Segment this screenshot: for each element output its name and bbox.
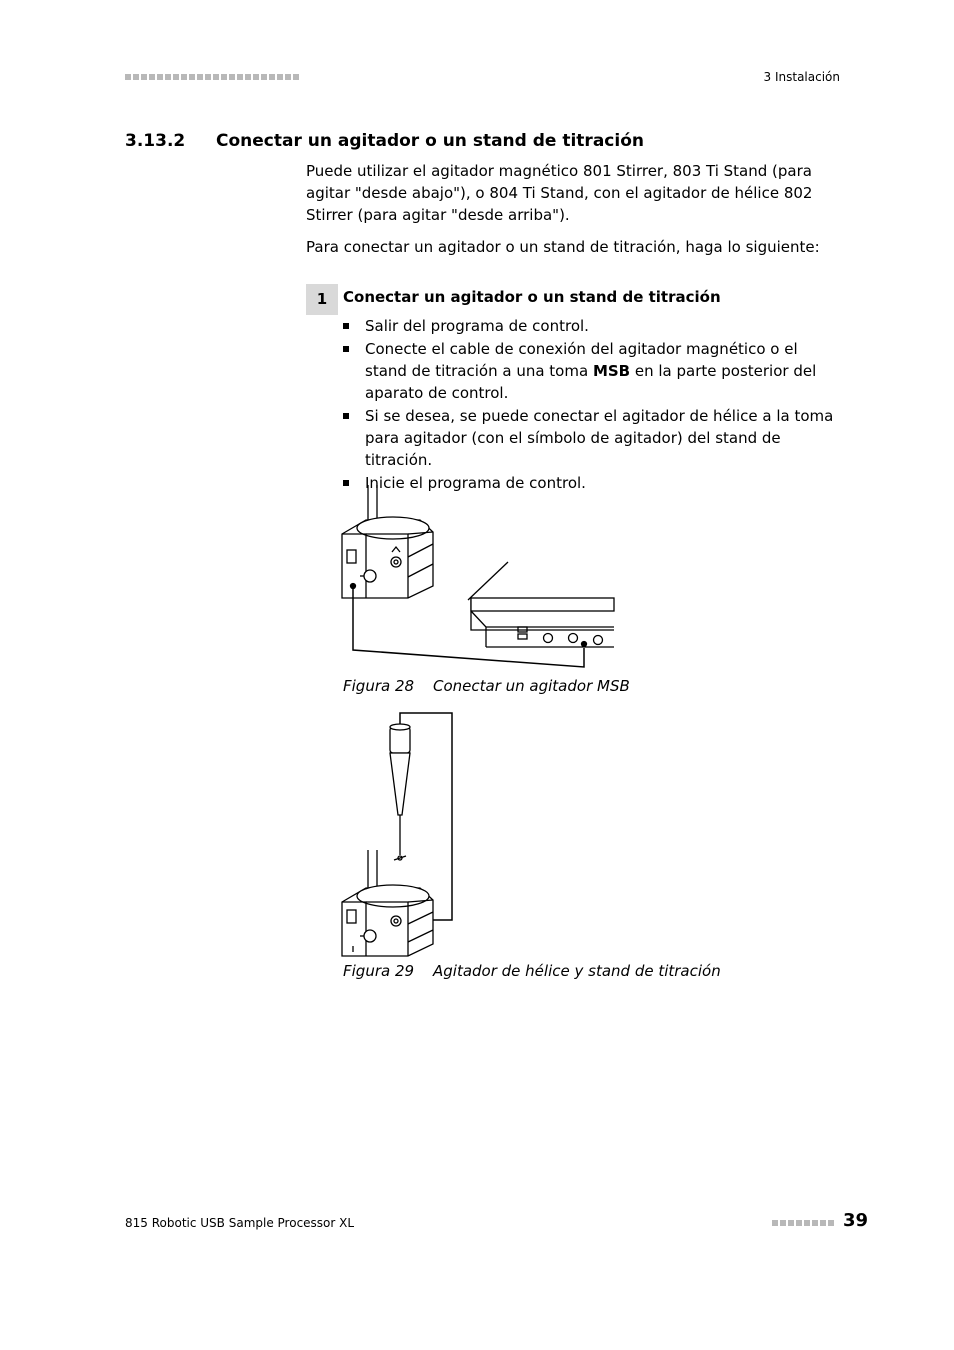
intro-paragraph-2: Para conectar un agitador o un stand de titración, haga lo siguiente:: [306, 238, 820, 256]
section-heading: [125, 131, 644, 151]
step-number: 1: [306, 284, 338, 315]
step-bullet-list: [343, 315, 843, 495]
msb-term: MSB: [592, 362, 631, 380]
step-title: Conectar un agitador o un stand de titración: [343, 288, 721, 306]
figure-29-illustration: [338, 710, 458, 960]
running-header: 3 Instalación: [763, 70, 840, 84]
list-item: Salir del programa de control.: [343, 315, 843, 337]
list-item: Si se desea, se puede conectar el agitador de hélice a la toma para agitador (con el símbolo de agitador) del stand de titración.: [343, 405, 843, 471]
list-item: Conecte el cable de conexión del agitador magnético o el stand de titración a una toma MSB en la parte posterior del aparato de control.: [343, 338, 843, 404]
figure-28-illustration: [338, 482, 620, 672]
header-decoration: [125, 74, 299, 80]
figure-28-caption: Figura 28 Conectar un agitador MSB: [343, 677, 630, 695]
page-number: 39: [843, 1210, 869, 1231]
footer-title: 815 Robotic USB Sample Processor XL: [125, 1216, 355, 1230]
footer-decoration: [772, 1220, 834, 1226]
section-number: 3.13.2: [125, 131, 186, 151]
intro-paragraph-1: Puede utilizar el agitador magnético 801 Stirrer, 803 Ti Stand (para agitar "desde abajo"), o 804 Ti Stand, con el agitador de hélice 802 Stirrer (para agitar "desde arriba").: [306, 162, 813, 224]
section-title: Conectar un agitador o un stand de titración: [216, 131, 644, 151]
figure-29-caption: Figura 29 Agitador de hélice y stand de titración: [343, 962, 721, 980]
list-item: Inicie el programa de control.: [343, 472, 843, 494]
